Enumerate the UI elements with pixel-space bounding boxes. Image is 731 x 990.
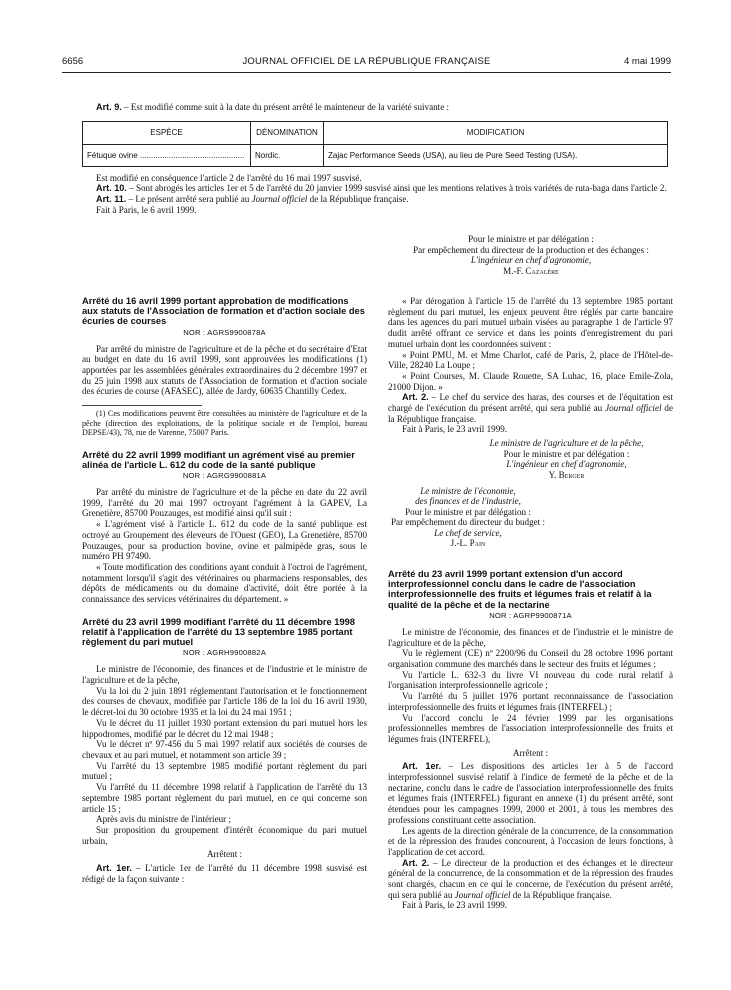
paragraph: Par arrêté du ministre de l'agriculture et de la pêche en date du 22 avril 1999, l'arrêté du 20 mai 1997 octroyant l'agrément à la GAPEV, La Grenetière, 85700 Pouzauges, est modifié ainsi qu'il suit : [82, 487, 367, 519]
sig-name: J.-L. Pain [450, 538, 486, 549]
paragraph: Vu le décret nº 97-456 du 5 mai 1997 relatif aux sociétés de courses de chevaux et au pari mutuel, et notamment son article 39 ; [82, 739, 367, 760]
paragraph: Par arrêté du ministre de l'agriculture et de la pêche et du secrétaire d'Etat au budget en date du 16 avril 1999, sont approuvées les modifications (1) apportées par les assemblées générales extraordinaires du 2 décembre 1997 et du 25 juin 1998 aux statuts de l'Association de formation et d'action sociale des écuries de course (AFASEC), allée de Jardy, 60635 Chantilly Cedex. [82, 343, 367, 397]
paragraph: Les agents de la direction générale de la concurrence, de la consommation et de la répression des fraudes concourent, à l'occasion de leurs fonctions, à l'application de cet accord. [388, 825, 673, 857]
sig-line: Par empêchement du directeur du budget : [390, 517, 546, 528]
cell-denomination: Nordic. [251, 144, 324, 166]
top-section [82, 102, 671, 216]
paragraph: « Par dérogation à l'article 15 de l'arrêté du 13 septembre 1985 portant règlement du pari mutuel, les enjeux peuvent être réglés par carte bancaire dans les agences du pari mutuel urbain visées au paragraphe 1 de l'article 97 dudit arrêté offrant ce service et dans les points d'enregistrement du pari mutuel urbain dont les coordonnées suivent : [388, 296, 673, 349]
article-2: Art. 2. – Le directeur de la production et des échanges et le directeur général de la concurrence, de la consommation et de la répression des fraudes sont chargés, chacun en ce qui le concerne, de l'exécution du présent arrêté, qui sera publié au Journal officiel de la République française. [388, 857, 673, 900]
article-1: Art. 1er. – Les dispositions des articles 1er à 5 de l'accord interprofessionnel susvisé relatif à l'indice de fermeté de la pêche et de la nectarine, conclu dans le cadre de l'association interprofessionnelle des fruits et légumes frais (INTERFEL) figurant en annexe (1) du présent arrêté, sont étendues pour les campagnes 1999, 2000 et 2001, à tous les membres des professions constituant cette association. [388, 761, 674, 825]
article-2: Art. 2. – Le chef du service des haras, des courses et de l'équitation est chargé de l'exécution du présent arrêté, qui sera publié au Journal officiel de la République française. [388, 392, 673, 424]
sig-name: Y. Berger [548, 469, 585, 480]
sig-line: Pour le ministre et par délégation : [503, 448, 630, 459]
paragraph: « Point Courses, M. Claude Rouette, SA Luhac, 16, place Emile-Zola, 21000 Dijon. » [388, 370, 673, 392]
article-title: Arrêté du 16 avril 1999 portant approbation de modifications aux statuts de l'Association de formation et d'action sociale des écuries de courses [82, 296, 365, 327]
sig-line: Par empêchement du directeur de la production et des échanges : [413, 244, 649, 255]
article-9: Art. 9. – Est modifié comme suit à la date du présent arrêté le mainteneur de la variété suivante : [96, 102, 450, 112]
paragraph: Le ministre de l'économie, des finances et de l'industrie et le ministre de l'agriculture et de la pêche, [82, 664, 367, 686]
fait-a-paris: Fait à Paris, le 23 avril 1999. [402, 900, 508, 911]
article-title: Arrêté du 23 avril 1999 modifiant l'arrêté du 11 décembre 1998 relatif à l'application de l'arrêté du 13 septembre 1985 portant règlement du pari mutuel [82, 616, 355, 648]
sig-line: L'ingénieur en chef d'agronomie, [470, 255, 592, 266]
cell-modification: Zajac Performance Seeds (USA), au lieu de Pure Seed Testing (USA). [324, 144, 668, 166]
col-header-modification: MODIFICATION [324, 121, 668, 144]
paragraph: Vu l'article L. 632-3 du livre VI nouveau du code rural relatif à l'organisation interprofessionnelle agricole ; [388, 669, 673, 691]
cell-espece: Fétuque ovine ............................................... [83, 144, 251, 166]
nor-reference: NOR : AGRH9900882A [183, 648, 266, 658]
paragraph: Vu la loi du 2 juin 1891 réglementant l'autorisation et le fonctionnement des courses de chevaux, modifiée par l'article 186 de la loi du 16 avril 1930, le décret-loi du 30 octobre 1935 et la loi du 24 mai 1951 ; [82, 685, 367, 718]
sig-line: Le ministre de l'économie, [420, 485, 516, 496]
paragraph: « Toute modification des conditions ayant conduit à l'octroi de l'agrément, notamment lorsqu'il s'agit des vétérinaires ou pharmaciens responsables, des dépôts de médicaments ou du domaine d'activité, doit être portée à la connaissance des services vétérinaires du département. » [82, 561, 367, 605]
fait-a-paris: Fait à Paris, le 6 avril 1999. [96, 204, 197, 215]
sig-line: Le chef de service, [434, 527, 502, 538]
col-header-denomination: DÉNOMINATION [251, 121, 324, 144]
article-title: Arrêté du 22 avril 1999 modifiant un agrément visé au premier alinéa de l'article L. 612 du code de la santé publique [82, 449, 355, 470]
left-column [82, 296, 367, 884]
nor-reference: NOR : AGRG9900881A [182, 471, 267, 481]
paragraph: Vu l'arrêté du 13 septembre 1985 modifié portant règlement du pari mutuel ; [82, 760, 367, 782]
fait-a-paris: Fait à Paris, le 23 avril 1999. [402, 424, 508, 435]
paragraph: Après avis du ministre de l'intérieur ; [96, 814, 231, 825]
paragraph: Vu l'accord conclu le 24 février 1999 par les organisations professionnelles membres de l'association interprofessionnelle des fruits et légumes frais (INTERFEL), [388, 712, 673, 744]
page-header [62, 56, 671, 70]
arretent: Arrêtent : [512, 747, 549, 758]
sig-line: Pour le ministre et par délégation : [468, 234, 594, 244]
nor-reference: NOR : AGRP9900871A [489, 610, 572, 620]
article-10: Art. 10. – Sont abrogés les articles 1er et 5 de l'arrêté du 20 janvier 1999 susvisé ainsi que les mentions relatives à trois variétés de ruta-baga dans l'article 2. [96, 183, 667, 194]
col-header-espece: ESPÈCE [83, 121, 251, 144]
sig-line: des finances et de l'industrie, [415, 496, 521, 507]
article-11: Art. 11. – Le présent arrêté sera publié au Journal officiel de la République française. [96, 194, 409, 205]
table-row [83, 144, 668, 166]
paragraph: Vu l'arrêté du 11 décembre 1998 relatif à l'application de l'arrêté du 13 septembre 1985 portant règlement du pari mutuel, en ce qui concerne son article 15 ; [82, 782, 367, 814]
paragraph: « L'agrément visé à l'article L. 612 du code de la santé publique est octroyé au Groupement des éleveurs de l'Ouest (GEO), La Grenetière, 85700 Pouzauges, pour sa production bovine, ovine et palmipède gras, sous le numéro PH 97490. [82, 519, 367, 562]
article-1: Art. 1er. – L'article 1er de l'arrêté du 11 décembre 1998 susvisé est rédigé de la façon suivante : [82, 863, 367, 884]
arretent: Arrêtent : [206, 849, 243, 860]
paragraph: Vu le règlement (CE) nº 2200/96 du Conseil du 28 octobre 1996 portant organisation commune des marchés dans le secteur des fruits et légumes ; [388, 648, 673, 669]
paragraph: Le ministre de l'économie, des finances et de l'industrie et le ministre de l'agriculture et de la pêche, [388, 626, 673, 648]
footnote-rule [82, 405, 202, 406]
paragraph: Vu le décret du 11 juillet 1930 portant extension du pari mutuel hors les hippodromes, modifié par le décret du 12 mai 1948 ; [82, 717, 367, 739]
sig-line: Pour le ministre et par délégation : [405, 506, 531, 517]
paragraph: Vu l'arrêté du 5 juillet 1976 portant reconnaissance de l'association interprofessionnelle des fruits et légumes frais (INTERFEL) ; [388, 691, 673, 712]
header-rule [62, 72, 671, 73]
article-9-after: Est modifié en conséquence l'article 2 de l'arrêté du 16 mai 1997 susvisé. [96, 172, 362, 183]
page-number: 6656 [62, 56, 84, 67]
paragraph: Sur proposition du groupement d'intérêt économique du pari mutuel urbain, [82, 824, 367, 846]
paragraph: « Point PMU, M. et Mme Charlot, café de Paris, 2, place de l'Hôtel-de-Ville, 28240 La Loupe ; [388, 349, 673, 371]
signature-block [386, 234, 676, 276]
sig-line: L'ingénieur en chef d'agronomie, [506, 459, 627, 470]
footnote: (1) Ces modifications peuvent être consultées au ministère de l'agriculture et de la pêche (direction des exploitations, de la politique sociale et de l'emploi, bureau DEPSE/43), 78, rue de Varenne, 75007 Paris. [82, 409, 367, 438]
right-column [388, 296, 673, 911]
article-title: Arrêté du 23 avril 1999 portant extension d'un accord interprofessionnel conclu dans le cadre de l'association interprofessionnelle des fruits et légumes frais et relatif à la qualité de la pêche et de la nectarine [388, 569, 652, 610]
issue-date: 4 mai 1999 [623, 56, 671, 67]
journal-title: JOURNAL OFFICIEL DE LA RÉPUBLIQUE FRANÇAISE [242, 56, 491, 67]
variety-table [82, 121, 668, 167]
sig-name: M.-F. Cazalère [503, 265, 559, 276]
sig-line: Le ministre de l'agriculture et de la pêche, [489, 438, 644, 449]
nor-reference: NOR : AGRS9900878A [183, 327, 266, 337]
signature-agriculture [460, 438, 673, 480]
signature-economie [388, 486, 548, 550]
